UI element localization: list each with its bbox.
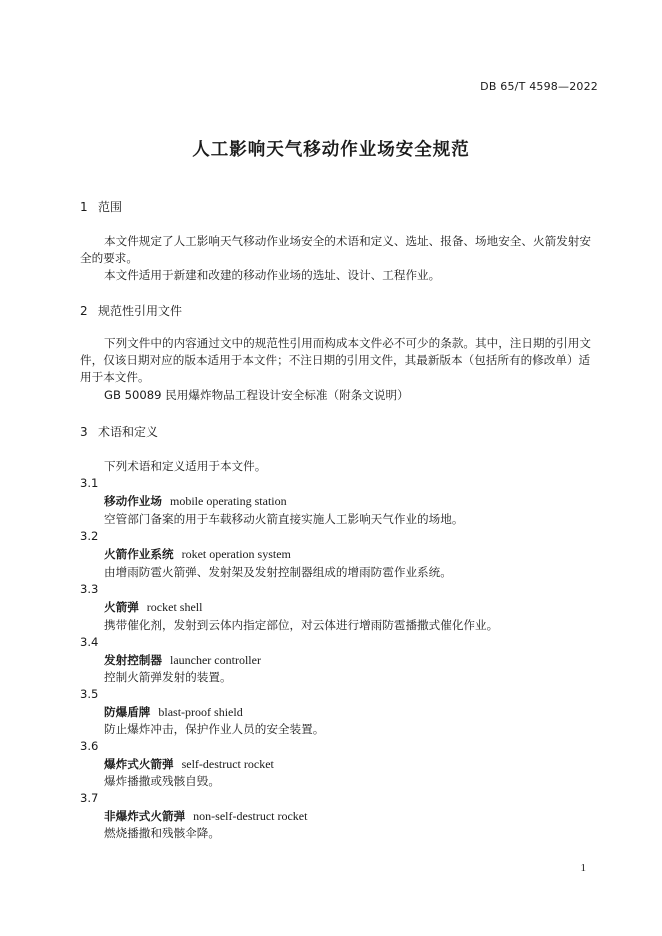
- term-title: [104, 808, 307, 824]
- term-definition: 燃烧播撒和残骸伞降。: [104, 826, 220, 840]
- term-definition: 控制火箭弹发射的装置。: [104, 670, 232, 684]
- term-number: 3.7: [80, 791, 99, 805]
- section-title: 术语和定义: [98, 425, 159, 439]
- term-zh: 防爆盾牌: [104, 705, 151, 719]
- term-title: [104, 493, 287, 509]
- term-zh: 火箭作业系统: [104, 547, 174, 561]
- page-title: 人工影响天气移动作业场安全规范: [192, 140, 470, 160]
- section-title: 范围: [98, 200, 123, 214]
- term-definition: 防止爆炸冲击，保护作业人员的安全装置。: [104, 722, 325, 736]
- paragraph: 下列文件中的内容通过文中的规范性引用而构成本文件必不可少的条款。其中，注日期的引用文件，仅该日期对应的版本适用于本文件；不注日期的引用文件，其最新版本（包括所有的修改单）适用于本文件。: [80, 336, 591, 384]
- term-en: roket operation system: [181, 547, 291, 561]
- section-heading-1: [80, 198, 122, 215]
- section-number: 2: [80, 304, 88, 318]
- document-number: DB 65/T 4598—2022: [480, 80, 598, 93]
- term-number: 3.6: [80, 739, 99, 753]
- term-zh: 移动作业场: [104, 494, 162, 508]
- section-title: 规范性引用文件: [98, 304, 183, 318]
- term-number: 3.2: [80, 529, 99, 543]
- term-number: 3.4: [80, 635, 99, 649]
- term-en: mobile operating station: [169, 494, 287, 508]
- term-title: [104, 756, 274, 772]
- term-title: [104, 704, 243, 720]
- section-number: 1: [80, 200, 88, 214]
- term-zh: 发射控制器: [104, 653, 162, 667]
- term-en: blast-proof shield: [158, 705, 243, 719]
- term-number: 3.3: [80, 582, 99, 596]
- page-number: 1: [580, 862, 586, 874]
- term-definition: 由增雨防雹火箭弹、发射架及发射控制器组成的增雨防雹作业系统。: [104, 565, 452, 579]
- term-number: 3.5: [80, 687, 99, 701]
- term-en: self-destruct rocket: [181, 757, 274, 771]
- paragraph: 下列术语和定义适用于本文件。: [104, 459, 267, 473]
- term-en: non-self-destruct rocket: [193, 809, 308, 823]
- section-heading-3: [80, 423, 158, 440]
- term-number: 3.1: [80, 476, 99, 490]
- term-title: [104, 599, 202, 615]
- term-definition: 爆炸播撒或残骸自毁。: [104, 774, 220, 788]
- normative-reference: GB 50089 民用爆炸物品工程设计安全标准（附条文说明）: [104, 388, 409, 402]
- section-heading-2: [80, 302, 182, 319]
- term-definition: 空管部门备案的用于车载移动火箭直接实施人工影响天气作业的场地。: [104, 512, 464, 526]
- term-zh: 非爆炸式火箭弹: [104, 809, 186, 823]
- paragraph: 本文件规定了人工影响天气移动作业场安全的术语和定义、选址、报备、场地安全、火箭发射安全的要求。: [80, 234, 591, 265]
- term-title: [104, 652, 261, 668]
- term-definition: 携带催化剂，发射到云体内指定部位，对云体进行增雨防雹播撒式催化作业。: [104, 618, 499, 632]
- paragraph: 本文件适用于新建和改建的移动作业场的选址、设计、工程作业。: [104, 268, 441, 282]
- term-en: launcher controller: [169, 653, 261, 667]
- term-zh: 火箭弹: [104, 600, 139, 614]
- term-title: [104, 546, 291, 562]
- section-number: 3: [80, 425, 88, 439]
- term-zh: 爆炸式火箭弹: [104, 757, 174, 771]
- term-en: rocket shell: [146, 600, 203, 614]
